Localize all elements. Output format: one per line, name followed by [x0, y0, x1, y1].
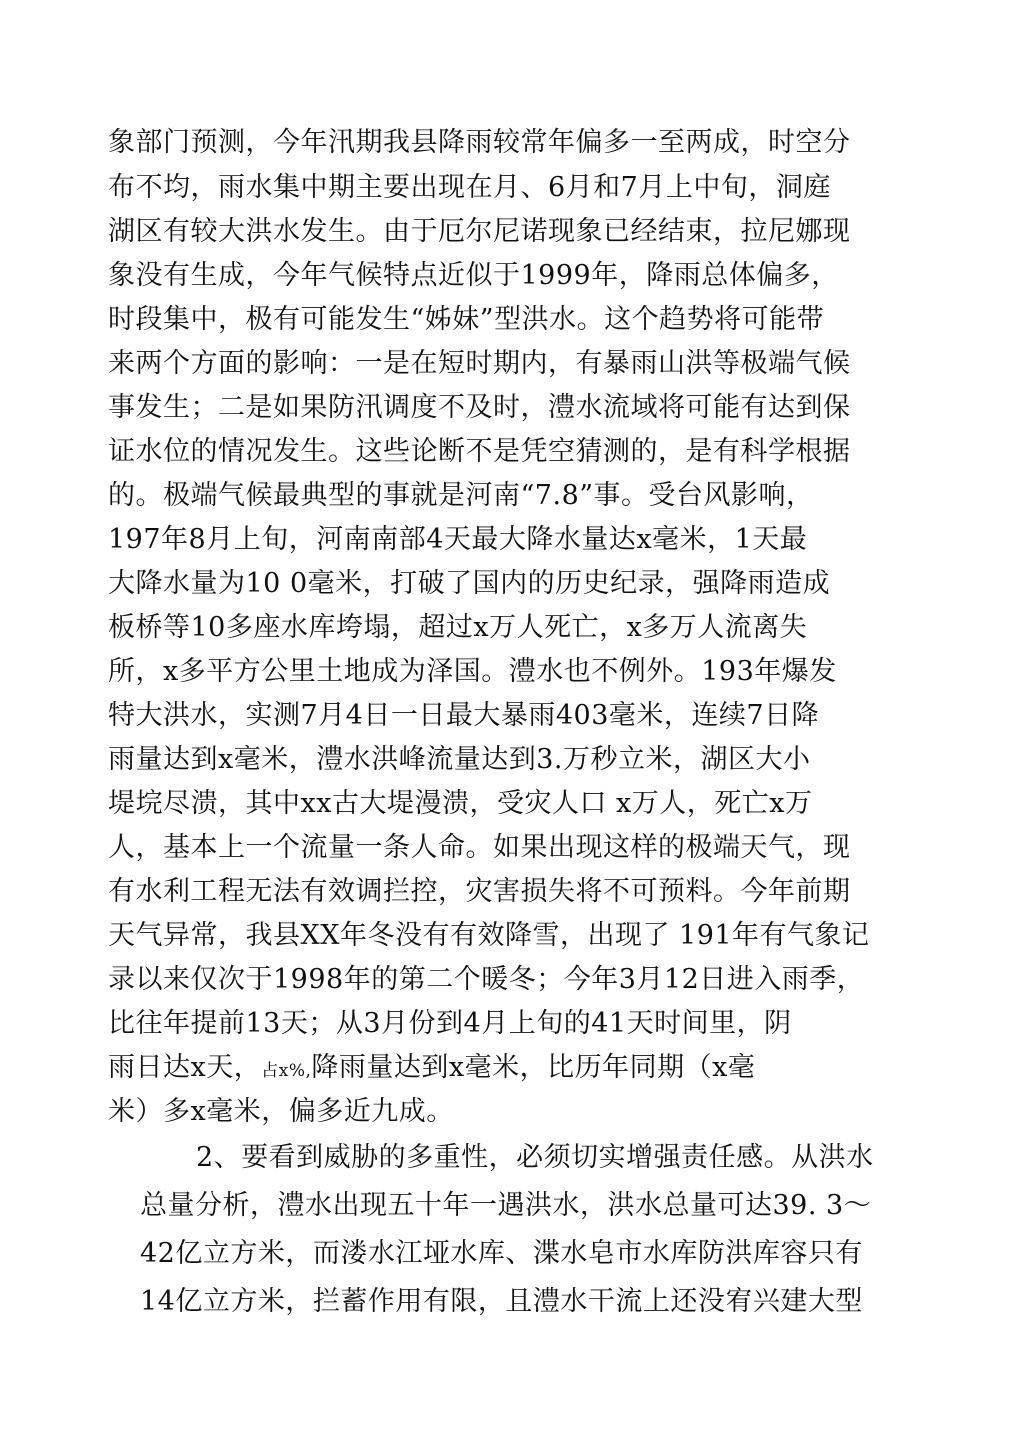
- text-segment: 雨日达x天，: [108, 1052, 262, 1083]
- text-line: 42亿立方米，而溇水江垭水库、渫水皂市水库防洪库容只有: [140, 1238, 863, 1269]
- text-line: 天气异常，我县XX年冬没有有效降雪，出现了 191年有气象记: [108, 920, 870, 951]
- text-line: 大降水量为10 0毫米，打破了国内的历史纪录，强降雨造成: [108, 568, 831, 599]
- text-line: 197年8月上旬，河南南部4天最大降水量达x毫米，1天最: [108, 524, 808, 555]
- text-line: 板桥等10多座水库垮塌，超过x万人死亡，x多万人流离失: [108, 612, 808, 643]
- text-line: 雨量达到x毫米，澧水洪峰流量达到3.万秒立米，湖区大小: [108, 744, 811, 775]
- text-line: 的。极端气候最典型的事就是河南“7.8”事。受台风影响，: [108, 480, 814, 511]
- text-line: 事发生；二是如果防汛调度不及时，澧水流域将可能有达到保: [108, 392, 851, 423]
- text-line: 布不均，雨水集中期主要出现在月、6月和7月上中旬，洞庭: [108, 172, 831, 203]
- text-line: 录以来仅次于1998年的第二个暖冬；今年3月12日进入雨季，: [108, 964, 865, 995]
- text-line: 来两个方面的影响：一是在短时期内，有暴雨山洪等极端气候: [108, 348, 851, 379]
- text-line: 米）多x毫米，偏多近九成。: [108, 1096, 454, 1127]
- text-line: 时段集中，极有可能发生“姊妹”型洪水。这个趋势将可能带: [108, 304, 825, 335]
- text-line: 象部门预测，今年汛期我县降雨较常年偏多一至两成，时空分: [108, 127, 851, 158]
- text-line: 2、要看到威胁的多重性，必须切实增强责任感。从洪水: [196, 1142, 874, 1173]
- text-line: 堤垸尽溃，其中xx古大堤漫溃，受灾人口 x万人，死亡x万: [108, 788, 813, 819]
- text-line: 湖区有较大洪水发生。由于厄尔尼诺现象已经结束，拉尼娜现: [108, 216, 851, 247]
- text-line: 有水利工程无法有效调拦控，灾害损失将不可预料。今年前期: [108, 876, 851, 907]
- text-line: 特大洪水，实测7月4日一日最大暴雨403毫米，连续7日降: [108, 700, 820, 731]
- text-line: 总量分析，澧水出现五十年一遇洪水，洪水总量可达39. 3～: [140, 1190, 872, 1221]
- text-segment: 降雨量达到x毫米，比历年同期（x毫: [311, 1052, 756, 1083]
- text-line: 象没有生成，今年气候特点近似于1999年，降雨总体偏多，: [108, 260, 839, 291]
- small-text-segment: 占x%,: [261, 1061, 312, 1081]
- text-line: 比往年提前13天；从3月份到4月上旬的41天时间里，阴: [108, 1008, 792, 1039]
- text-line: 证水位的情况发生。这些论断不是凭空猜测的，是有科学根据: [108, 436, 851, 467]
- text-line: [108, 1050, 755, 1089]
- text-line: 所，x多平方公里土地成为泽国。澧水也不例外。193年爆发: [108, 656, 837, 687]
- text-line: 14亿立方米，拦蓄作用有限，且澧水干流上还没宥兴建大型: [140, 1286, 863, 1317]
- text-line: 人，基本上一个流量一条人命。如果出现这样的极端天气，现: [108, 832, 851, 863]
